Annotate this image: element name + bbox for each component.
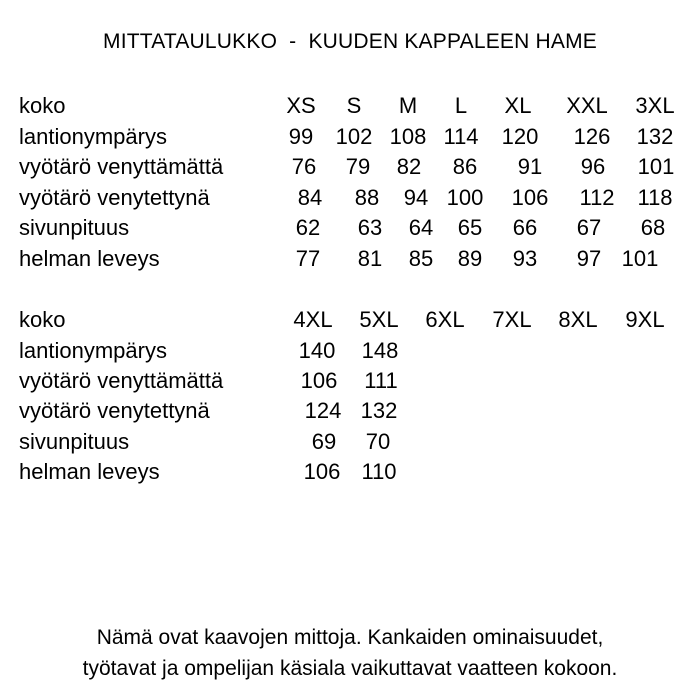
measurement-value: 67: [576, 215, 602, 240]
size-label: L: [454, 93, 468, 118]
measurement-value: 63: [357, 215, 383, 240]
measurement-row: [0, 152, 700, 182]
measurement-value: 108: [389, 124, 427, 149]
measurement-value: 81: [357, 246, 383, 271]
measurement-value: 88: [354, 185, 380, 210]
measurement-value: 106: [303, 459, 341, 484]
row-label: sivunpituus: [19, 215, 130, 240]
measurement-value: 69: [311, 429, 337, 454]
row-label: vyötärö venytettynä: [19, 185, 210, 210]
measurement-value: 100: [446, 185, 484, 210]
page-title: MITTATAULUKKO - KUUDEN KAPPALEEN HAME: [103, 30, 597, 53]
measurement-row: [0, 396, 700, 426]
row-label: vyötärö venyttämättä: [19, 368, 224, 393]
measurement-value: 106: [511, 185, 549, 210]
measurement-value: 101: [637, 154, 675, 179]
row-label: sivunpituus: [19, 429, 130, 454]
measurement-value: 76: [291, 154, 317, 179]
measurement-value: 132: [360, 398, 398, 423]
measurement-value: 118: [637, 185, 673, 210]
size-label: S: [346, 93, 362, 118]
measurement-row: [0, 122, 700, 152]
size-label: 5XL: [359, 307, 399, 332]
disclaimer-line-1: Nämä ovat kaavojen mittoja. Kankaiden ominaisuudet,: [96, 626, 604, 649]
size-label: M: [398, 93, 418, 118]
measurement-value: 124: [304, 398, 342, 423]
measurement-value: 85: [408, 246, 434, 271]
measurement-value: 120: [501, 124, 539, 149]
measurement-value: 91: [517, 154, 543, 179]
measurement-row: [0, 427, 700, 457]
measurement-value: 94: [403, 185, 429, 210]
measurement-value: 140: [298, 338, 336, 363]
disclaimer-note: [0, 622, 700, 684]
measurement-value: 112: [579, 185, 615, 210]
size-label: 6XL: [425, 307, 465, 332]
measurement-row: [0, 457, 700, 487]
size-label: 7XL: [492, 307, 532, 332]
measurement-value: 96: [580, 154, 606, 179]
row-label: koko: [19, 307, 66, 332]
measurement-value: 93: [512, 246, 538, 271]
measurement-value: 79: [345, 154, 371, 179]
row-label: lantionympärys: [19, 338, 167, 363]
row-label: vyötärö venyttämättä: [19, 154, 224, 179]
size-label: XL: [504, 93, 532, 118]
measurement-value: 86: [452, 154, 478, 179]
measurement-value: 64: [408, 215, 434, 240]
measurement-row: [0, 244, 700, 274]
measurement-value: 99: [288, 124, 314, 149]
measurement-value: 84: [297, 185, 323, 210]
measurement-value: 111: [364, 368, 398, 393]
size-label: 3XL: [635, 93, 675, 118]
measurement-row: [0, 366, 700, 396]
measurement-value: 97: [576, 246, 602, 271]
measurement-value: 66: [512, 215, 538, 240]
size-label: XS: [286, 93, 316, 118]
measurement-row: [0, 213, 700, 243]
size-header-row: [0, 305, 700, 335]
measurement-value: 70: [365, 429, 391, 454]
measurement-value: 126: [573, 124, 611, 149]
row-label: helman leveys: [19, 459, 160, 484]
measurement-value: 110: [361, 459, 397, 484]
measurement-value: 68: [640, 215, 666, 240]
disclaimer-line-2: työtavat ja ompelijan käsiala vaikuttavat vaatteen kokoon.: [82, 657, 618, 680]
measurement-value: 132: [636, 124, 674, 149]
size-label: XXL: [566, 93, 608, 118]
row-label: koko: [19, 93, 66, 118]
size-label: 4XL: [293, 307, 333, 332]
measurement-value: 82: [396, 154, 422, 179]
measurement-value: 148: [361, 338, 399, 363]
row-label: lantionympärys: [19, 124, 167, 149]
measurement-value: 89: [457, 246, 483, 271]
measurement-value: 101: [621, 246, 659, 271]
measurement-row: [0, 183, 700, 213]
measurement-value: 102: [335, 124, 373, 149]
size-label: 8XL: [558, 307, 598, 332]
row-label: helman leveys: [19, 246, 160, 271]
measurement-value: 77: [295, 246, 321, 271]
size-label: 9XL: [625, 307, 665, 332]
measurement-value: 62: [295, 215, 321, 240]
measurement-value: 106: [300, 368, 338, 393]
measurement-value: 65: [457, 215, 483, 240]
row-label: vyötärö venytettynä: [19, 398, 210, 423]
measurement-value: 114: [443, 124, 479, 149]
measurement-row: [0, 336, 700, 366]
size-header-row: [0, 91, 700, 121]
